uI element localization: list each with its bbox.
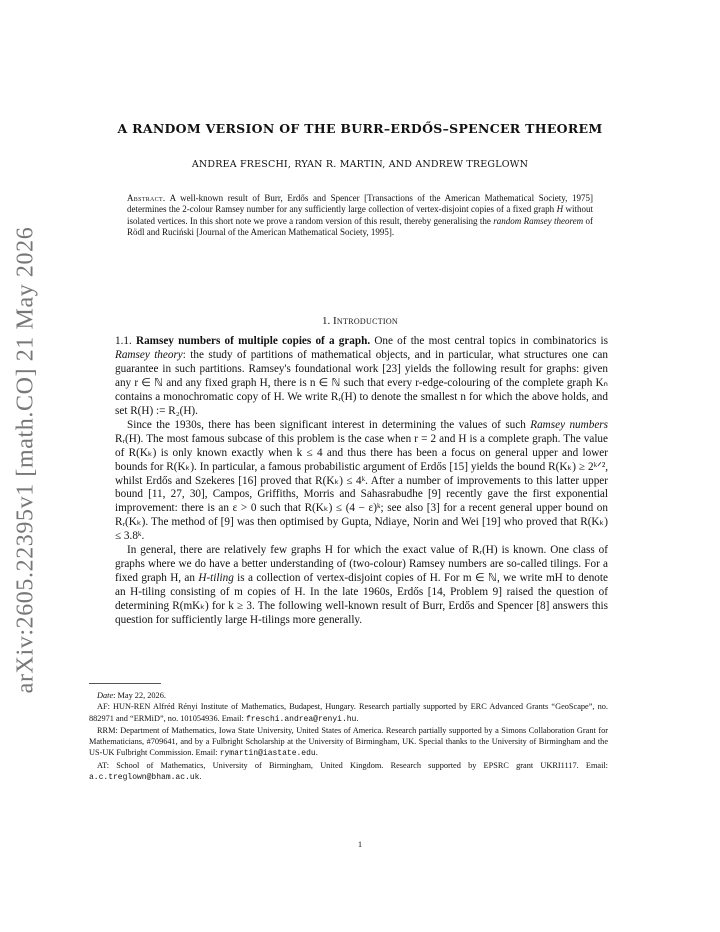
subsection-number: 1.1. — [115, 335, 132, 347]
paragraph-2-text-b: Rᵣ(H). The most famous subcase of this problem is the case when r = 2 and H is a complete graph. The value of R(Kₖ) is only known exactly when k ≤ 4 and thus there has been a focus on general upper and lower bounds for R(Kₖ). In particular, a famous probabilistic argument of Erdős [15] yields the bound R(Kₖ) ≥ 2ᵏᐟ², whilst Erdős and Szekeres [16] proved that R(Kₖ) ≤ 4ᵏ. After a number of improvements to this latter upper bound [11, 27, 30], Campos, Griffiths, Morris and Sahasrabudhe [9] recently gave the first exponential improvement: there is an ε > 0 such that R(Kₖ) ≤ (4 − ε)ᵏ; see also [3] for a recent general upper bound on Rᵣ(Kₖ). The method of [9] was then optimised by Gupta, Ndiaye, Norin and Wei [19] who proved that R(Kₖ) ≤ 3.8ᵏ. — [115, 432, 608, 543]
paragraph-3-emphasis: H-tiling — [198, 572, 234, 585]
footnote-date-value: : May 22, 2026. — [113, 691, 166, 700]
footnote-rrm-text: RRM: Department of Mathematics, Iowa State University, United States of America. Research partially supported by a Simons Collaboration Grant for Mathematicians, #709641, and by a Fulbright Scholarship at the University of Birmingham, UK. Special thanks to the University of Birmingham and the US-UK Fulbright Commission. Email: — [89, 725, 608, 758]
paragraph-1-text-a: One of the most central topics in combinatorics is — [370, 335, 608, 347]
arxiv-identifier-text: arXiv:2605.22395v1 [math.CO] 21 May 2026 — [12, 226, 39, 694]
paragraph-2-emphasis: Ramsey numbers — [530, 418, 608, 431]
paragraph-2-text-a: Since the 1930s, there has been significant interest in determining the values of such — [127, 418, 531, 431]
footnote-rrm-email[interactable]: rymartin@iastate.edu — [219, 749, 316, 759]
subsection-title: Ramsey numbers of multiple copies of a graph. — [135, 335, 371, 347]
footnote-af-text: AF: HUN-REN Alfréd Rényi Institute of Mathematics, Budapest, Hungary. Research partially supported by ERC Advanced Grants “GeoScape”, no. 882971 and “ERMiD”, no. 101054936. Email: — [89, 702, 608, 723]
body-text — [115, 335, 608, 628]
arxiv-identifier-sidebar — [4, 226, 48, 694]
abstract-text-3: of Rödl and Ruciński [Journal of the American Mathematical Society, 1995]. — [127, 215, 594, 238]
abstract-emphasis: random Ramsey theorem — [493, 215, 584, 226]
section-heading — [0, 315, 720, 327]
footnote-at-email[interactable]: a.c.treglown@bham.ac.uk — [89, 773, 200, 783]
paragraph-2 — [115, 419, 608, 545]
footnote-rrm: RRM: Department of Mathematics, Iowa State University, United States of America. Research partially supported by a Simons Collaboration Grant for Mathematicians, #709641, and by a Fulbright Scholarship at the University of Birmingham, UK. Special thanks to the University of Birmingham and the US-UK Fulbright Commission. Email: rymartin@iastate.edu. — [89, 725, 608, 759]
paragraph-1-emphasis: Ramsey theory — [115, 348, 183, 361]
abstract-graph-symbol: H — [556, 204, 564, 215]
footnote-at-text: AT: School of Mathematics, University of Birmingham, United Kingdom. Research supported by EPSRC grant UKRI1117. Email: — [97, 760, 608, 770]
abstract — [127, 193, 593, 239]
paragraph-3 — [115, 544, 608, 628]
footnote-date — [89, 690, 608, 701]
abstract-text-2: without isolated vertices. In this short note we prove a random version of this result, thereby generalising the — [127, 204, 593, 226]
section-title: Introduction — [332, 315, 399, 327]
footnote-af-email[interactable]: freschi.andrea@renyi.hu — [245, 714, 357, 724]
page-number: 1 — [357, 839, 363, 849]
footnote-date-label: Date — [97, 691, 114, 700]
footnote-rule — [89, 683, 161, 684]
footnote-at: AT: School of Mathematics, University of Birmingham, United Kingdom. Research supported by EPSRC grant UKRI1117. Email: a.c.treglown@bham.ac.uk. — [89, 760, 608, 783]
paragraph-3-text-b: is a collection of vertex-disjoint copies of H. For m ∈ ℕ, we write mH to denote an H-tiling consisting of m copies of H. In the late 1960s, Erdős [14, Problem 9] raised the question of determining R(mKₖ) for k ≥ 3. The following well-known result of Burr, Erdős and Spencer [8] answers this question for sufficiently large H-tilings more generally. — [115, 572, 608, 627]
section-number: 1. — [321, 315, 331, 327]
paragraph-3-text-a: In general, there are relatively few graphs H for which the exact value of Rᵣ(H) is known. One class of graphs where we do have a better understanding of (two-colour) Ramsey numbers are so-called tilings. For a fixed graph H, an — [115, 544, 608, 585]
paper-title: A RANDOM VERSION OF THE BURR–ERDŐS–SPENCER THEOREM — [117, 121, 603, 136]
paragraph-1-text-b: : the study of partitions of mathematical objects, and in particular, what structures one can guarantee in such partitions. Ramsey's foundational work [23] yields the following result for graphs: given any r ∈ ℕ and any fixed graph H, there is n ∈ ℕ such that every r-edge-colouring of the complete graph Kₙ contains a monochromatic copy of H. We write Rᵣ(H) to denote the smallest n for which the above holds, and set R(H) := R₂(H). — [115, 348, 608, 417]
footnotes — [89, 690, 608, 783]
abstract-heading: Abstract. — [127, 193, 166, 203]
footnote-af: AF: HUN-REN Alfréd Rényi Institute of Mathematics, Budapest, Hungary. Research partially supported by ERC Advanced Grants “GeoScape”, no. 882971 and “ERMiD”, no. 101054936. Email: freschi.andrea@renyi.hu. — [89, 702, 608, 724]
abstract-text-1: A well-known result of Burr, Erdős and Spencer [Transactions of the American Mathematical Society, 1975] determines the 2-colour Ramsey number for any sufficiently large collection of vertex-disjoint copies of a fixed graph — [127, 193, 593, 215]
paragraph-1 — [115, 335, 608, 419]
paper-authors: ANDREA FRESCHI, RYAN R. MARTIN, AND ANDREW TREGLOWN — [191, 159, 529, 170]
